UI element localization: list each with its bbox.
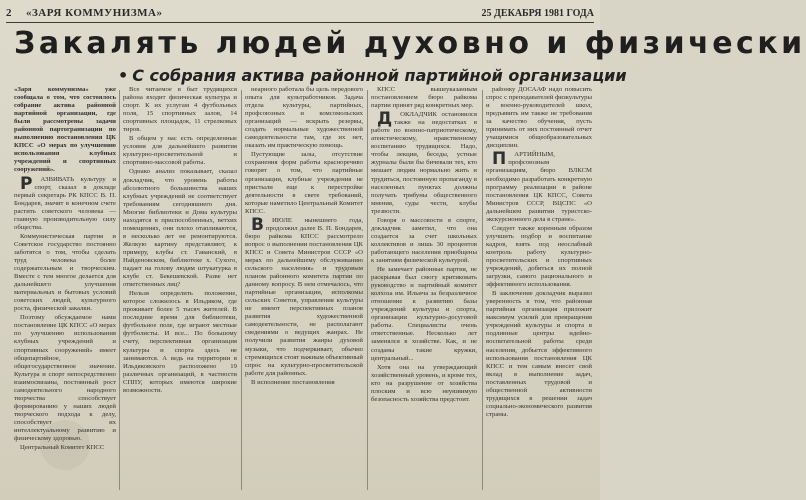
article-column-1	[14, 86, 116, 496]
bullet-icon: •	[118, 66, 129, 85]
drop-cap: Р	[20, 173, 33, 194]
newspaper-name: «ЗАРЯ КОММУНИЗМА»	[26, 7, 163, 19]
paragraph: Не замечает районные партия, не раскрывая был смогу критиковать руководство и партийный комитет колхоза им. Ильича за безразличное отношение к развитию базы учреждений культуры и спорта, организации культурно-досуговой работы. Специалисты очень ответственные. Несколько лет заменялся в хозяйстве. Как, и не созданы такие кружки, центральный...	[371, 266, 477, 362]
paragraph: В исполнение постановления	[251, 378, 335, 386]
paragraph: районку ДОСААФ надо повысить спрос с преподавателей физкультуры и военно-руководителей школ, предъявить им также не требования за качество обучения, пусть принимать от них постоянный отчет учащимися общеобразовательных дисциплин.	[486, 86, 592, 150]
paragraph	[486, 151, 592, 223]
subhead-text: С собрания актива районной партийной организации	[132, 66, 627, 85]
drop-cap: В	[251, 214, 264, 235]
article-subhead	[118, 66, 627, 85]
column-divider	[119, 90, 120, 490]
paragraph: КПСС вышеуказанным постановлением бюро райкома партии принят ряд конкретных мер.	[371, 86, 477, 110]
paragraph: В общем у нас есть определенные условия для дальнейшего развития культурно-просветительной и спортивно-массовой работы.	[123, 135, 237, 167]
paragraph: В заключение докладчик выразил уверенность в том, что районная партийная организация приложит максимум усилий для превращения учреждений культуры и спорта в подлинные центры идейно-воспитательной работы среди населения, добьется эффективного использования постановления ЦК КПСС и тем самым внесет свой вклад в выполнение задач, поставленных трудовой и общественной активности трудящихся в решении задач социально-экономического развития страны.	[486, 290, 592, 418]
paragraph: Следует также коренным образом улучшить подбор и воспитание кадров, взять под неослабный контроль работу культурно-просветительских и спортивных учреждений, добиться их полной загрузки, самого рационального и эффективного использования.	[486, 224, 592, 289]
issue-date: 25 ДЕКАБРЯ 1981 ГОДА	[481, 7, 594, 19]
paragraph: Коммунистическая партия и Советское государство постоянно заботятся о том, чтобы сделать труд человека более содержательным и творческим. Вместе с тем многое делается для дальнейшего улучшения материальных и бытовых условий советских людей, культурного роста, физической закалки.	[14, 232, 116, 313]
article-column-3	[245, 86, 363, 496]
paragraph-text: ОКЛАДЧИК остановился также на недостатках в работе по военно-патриотическому, атеистическому, нравственному воспитанию трудящихся. Надо, чтобы лекции, беседы, устные журналы были бы бичевали тех, кто мешает людям нормально жить и трудиться, постоянную пропаганду в населенных пунктах должны получать трибуны общественного мнения, суды чести, клубы трезвости.	[371, 111, 477, 215]
article-column-5	[486, 86, 592, 496]
paragraph-text: ИЮЛЕ нынешнего года, продолжил далее В. П. Бондарев, бюро райкома КПСС рассмотрело вопрос о выполнении постановления ЦК КПСС и Совета Министров СССР «О мерах по дальнейшему обслуживанию сельского населения» и трудовым планом районного комитета партии по данному вопросу. В нем отмечалось, что партийные организации, исполкомы сельских Советов, управления культуры не имеют перспективных планов развития художественной самодеятельности, не располагают сведениями о ведущих жанрах. Не получили развития жанры духовой музыки, что подчеркивает, обычно стремящихся стоят важным объективный спрос на культурно-просветительской работе для районных.	[245, 216, 363, 377]
article-lead: «Заря коммунизма» уже сообщала о том, что состоялось собрание актива районной партийной организации, где были рассмотрены задачи районной партогранизации по выполнению постановления ЦК КПСС «О мерах по улучшению использования клубных учреждений и спортивных сооружений».	[14, 86, 116, 174]
paragraph: Говоря о массовости в спорте, докладчик заметил, что она создается за счет школьных коллективов и лишь 30 процентов работающего населения приобщены к занятиям физической культурой.	[371, 216, 477, 264]
paragraph: Центральный Комитет КПСС	[20, 444, 105, 452]
article-column-4	[371, 86, 477, 496]
article-headline: Закалять людей духовно и физически	[14, 26, 806, 61]
drop-cap: П	[492, 149, 507, 170]
column-divider	[482, 90, 483, 490]
column-divider	[367, 90, 368, 490]
masthead-rule	[6, 22, 594, 23]
paragraph: Поэтому обсуждаемое нами постановление ЦК КПСС «О мерах по улучшению использования клубных учреждений и спортивных сооружений» имеет общепартийное, общегосударственное значение. Культура и спорт непосредственно взаимосвязаны, постоянный рост самодеятельного народного творчества способствует формированию у наших людей творческого подхода к делу, способствует их интеллектуальному развитию и физическому здоровью.	[14, 314, 116, 443]
column-divider	[241, 90, 242, 490]
drop-cap: Д	[377, 109, 393, 130]
paragraph: Пустующие залы, отсутствие сохранения форм работы красноречиво говорят о том, что партийные организации, клубные учреждения не пристыли еще к перестройке деятельности в свете требований, которые наметило Центральный Комитет КПСС.	[245, 151, 363, 215]
paragraph: Хотя она на утверждающий хозяйственный уровень, и кроме тех, кто на разрушение от хозяйства плоским и всю неуязвимую безопасность хозяйства предстоит.	[371, 363, 477, 403]
paragraph	[14, 173, 116, 232]
paragraph-text: АЗВИВАТЬ культуру и спорт, сказал в докладе первый секретарь РК КПСС В. П. Бондарев, значит в конечном счете растить советского человека — главную производительную силу общества.	[14, 175, 116, 231]
paragraph: неарного работала бы цель передового опыта для культработников. Задача отдела культуры, партийных, профсоюзных и комсомольских организаций — вскрыть резервы, создать нормальные художественной самодеятельности там, где их нет, оказать им практическую помощь.	[245, 86, 363, 150]
page-number: 2	[6, 7, 12, 19]
paragraph-text: АРТИЙНЫМ, профсоюзным организациям, бюро ВЛКСМ необходимо разработать конкретную программу реализации в районе постановления ЦК КПСС, Совета Министров СССР, ВЦСПС «О дальнейшем развитии туристско-экскурсионного дела в стране».	[486, 151, 592, 223]
paragraph	[371, 111, 477, 216]
paragraph	[245, 214, 363, 378]
paragraph: Однако анализ показывает, сказал докладчик, что уровень работы абсолютного большинства наших клубных учреждений не соответствует требованиям сегодняшнего дня. Многие библиотеки и Дома культуры находятся в приспособленных, ветхих помещениях, они плохо отапливаются, в несколько лет не ремонтируются. Желкую картину представляют, к примеру, клубы ст. Гаванский, в Найденовском, библиотеке х. Сухого, падает на голову людям штукатурка в клубе ст. Бекешевской. Разве нет ответственных лиц?	[123, 168, 237, 289]
paragraph: Все читаемое в быт трудящихся района входит физическая культура и спорт. К их услугам 4 футбольных поля, 15 спортивных залов, 14 спортивных площадок, 11 стрелковых тиров.	[123, 86, 237, 134]
article-column-2	[123, 86, 237, 496]
paragraph: Нельзя определить положение, которое сложилось в Ильдяком, где проживает более 5 тысяч жителей. В последние время для библиотеки, футбольное поле, где играют местные футболисты. И все... По большому счету, перспективная организация культуры и спорта здесь не занимаются. А ведь на территории в Ильдяковского расположено 19 различных организаций, в частности СППУ, которых имеются широкие возможности.	[123, 290, 237, 394]
masthead	[6, 4, 594, 22]
